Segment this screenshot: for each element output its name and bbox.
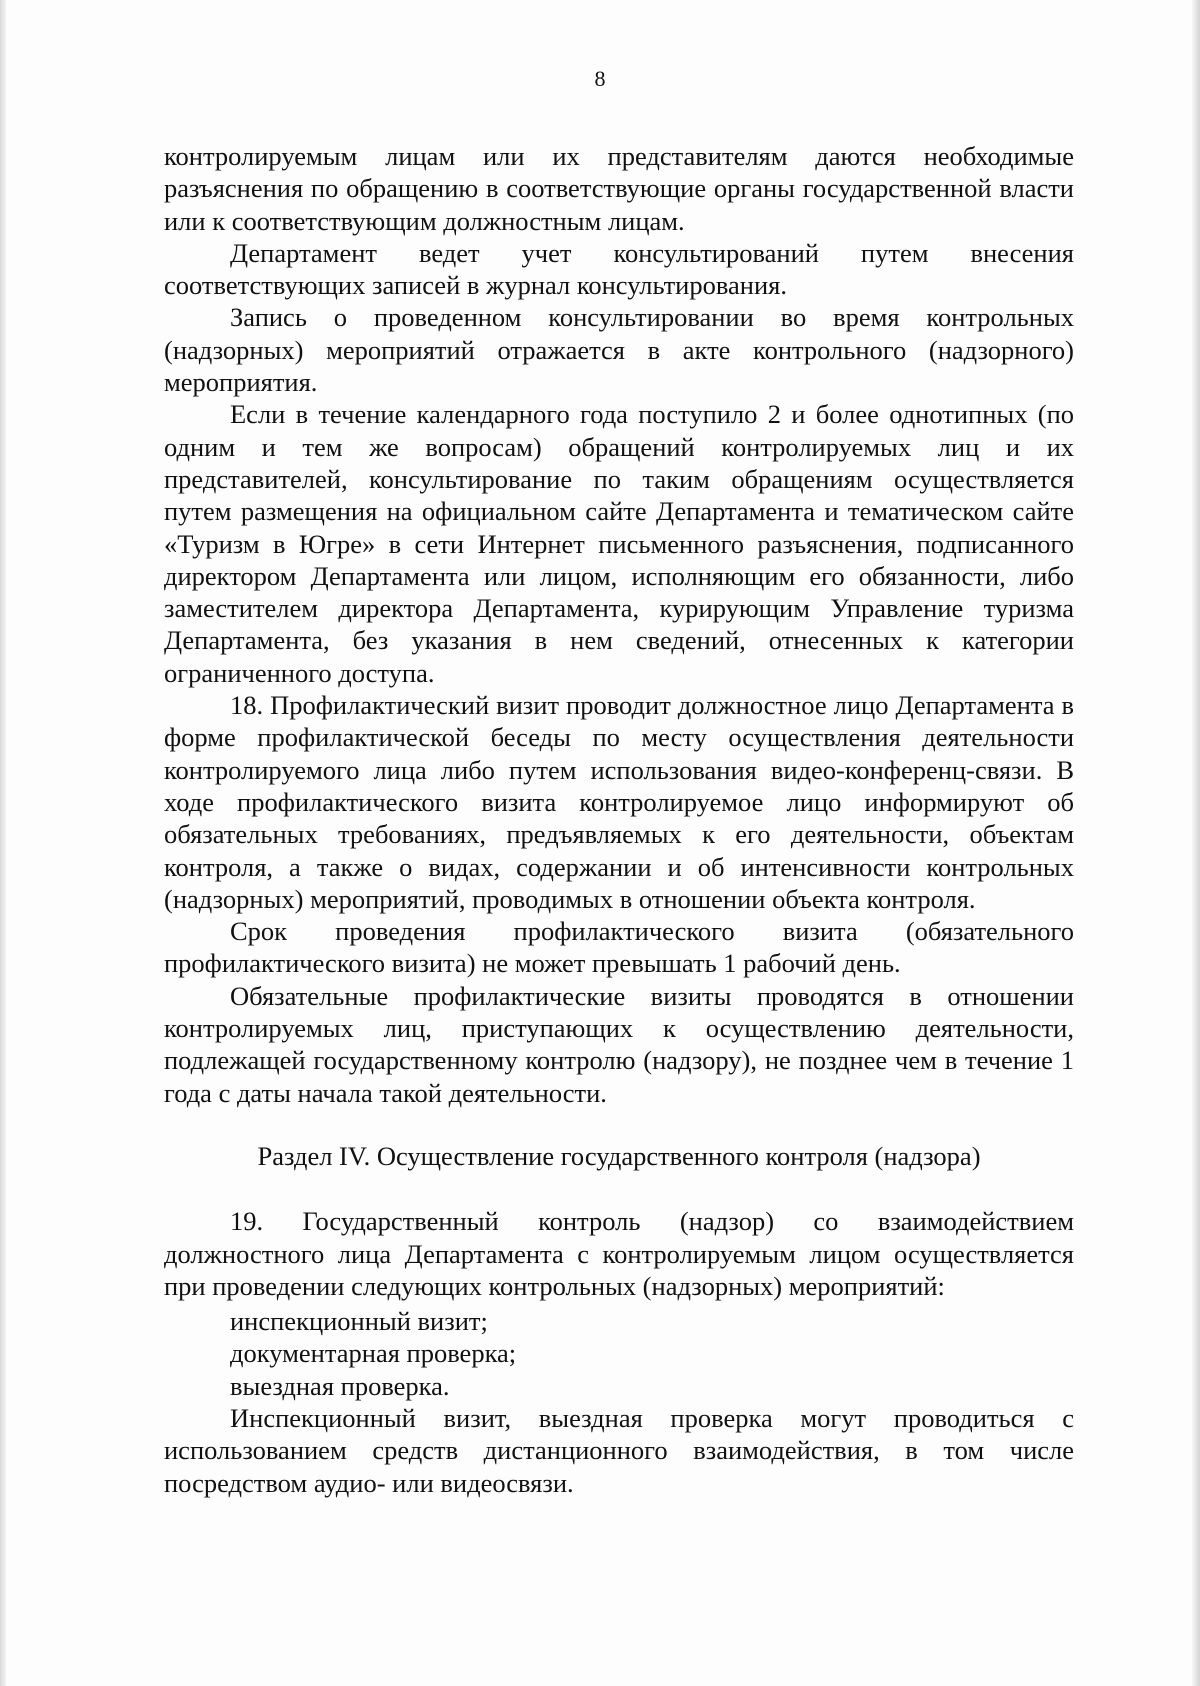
paragraph-consultation-log: Департамент ведет учет консультирований путем внесения соответствующих записей в журнал консультирования. [164, 237, 1074, 301]
list-item-field-check: выездная проверка. [230, 1370, 450, 1401]
paragraph-continuation: контролируемым лицам или их представителям даются необходимые разъяснения по обращению в соответствующие органы государственной власти или к соответствующим должностным лицам. [164, 141, 1074, 236]
section-heading: Раздел IV. Осуществление государственного контроля (надзора) [257, 1140, 981, 1171]
paragraph-visit-duration: Срок проведения профилактического визита (обязательного профилактического визита) не может превышать 1 рабочий день. [164, 916, 1074, 979]
page-number: 8 [594, 66, 606, 91]
paragraph-mandatory-visits: Обязательные профилактические визиты проводятся в отношении контролируемых лиц, приступающих к осуществлению деятельности, подлежащей государственному контролю (надзору), не позднее чем в течение 1 года с даты начала такой деятельности. [164, 980, 1074, 1108]
scan-edge-left [0, 0, 6, 1686]
scan-edge-right [1192, 0, 1200, 1686]
paragraph-repeated-requests: Если в течение календарного года поступило 2 и более однотипных (по одним и тем же вопросам) обращений контролируемых лиц и их представителей, консультирование по таким обращениям осуществляется путем размещения на официальном сайте Департамента и тематическом сайте «Туризм в Югре» в сети Интернет письменного разъяснения, подписанного директором Департамента или лицом, исполняющим его обязанности, либо заместителем директора Департамента, курирующим Управление туризма Департамента, без указания в нем сведений, отнесенных к категории ограниченного доступа. [164, 399, 1074, 688]
paragraph-remote-interaction: Инспекционный визит, выездная проверка могут проводиться с использованием средств дистанционного взаимодействия, в том числе посредством аудио- или видеосвязи. [164, 1402, 1074, 1498]
document-body [164, 140, 1074, 1499]
list-item-inspection-visit: инспекционный визит; [230, 1306, 488, 1337]
paragraph-consultation-record: Запись о проведенном консультировании во время контрольных (надзорных) мероприятий отражается в акте контрольного (надзорного) мероприятия. [164, 302, 1074, 398]
paragraph-19-state-control: 19. Государственный контроль (надзор) со взаимодействием должностного лица Департамента с контролируемым лицом осуществляется при проведении следующих контрольных (надзорных) мероприятий: [164, 1206, 1074, 1301]
list-item-documentary-check: документарная проверка; [230, 1338, 517, 1369]
paragraph-18-preventive-visit: 18. Профилактический визит проводит должностное лицо Департамента в форме профилактической беседы по месту осуществления деятельности контролируемого лица либо путем использования видео-конференц-связи. В ходе профилактического визита контролируемое лицо информируют об обязательных требованиях, предъявляемых к его деятельности, объектам контроля, а также о видах, содержании и об интенсивности контрольных (надзорных) мероприятий, проводимых в отношении объекта контроля. [164, 690, 1074, 914]
